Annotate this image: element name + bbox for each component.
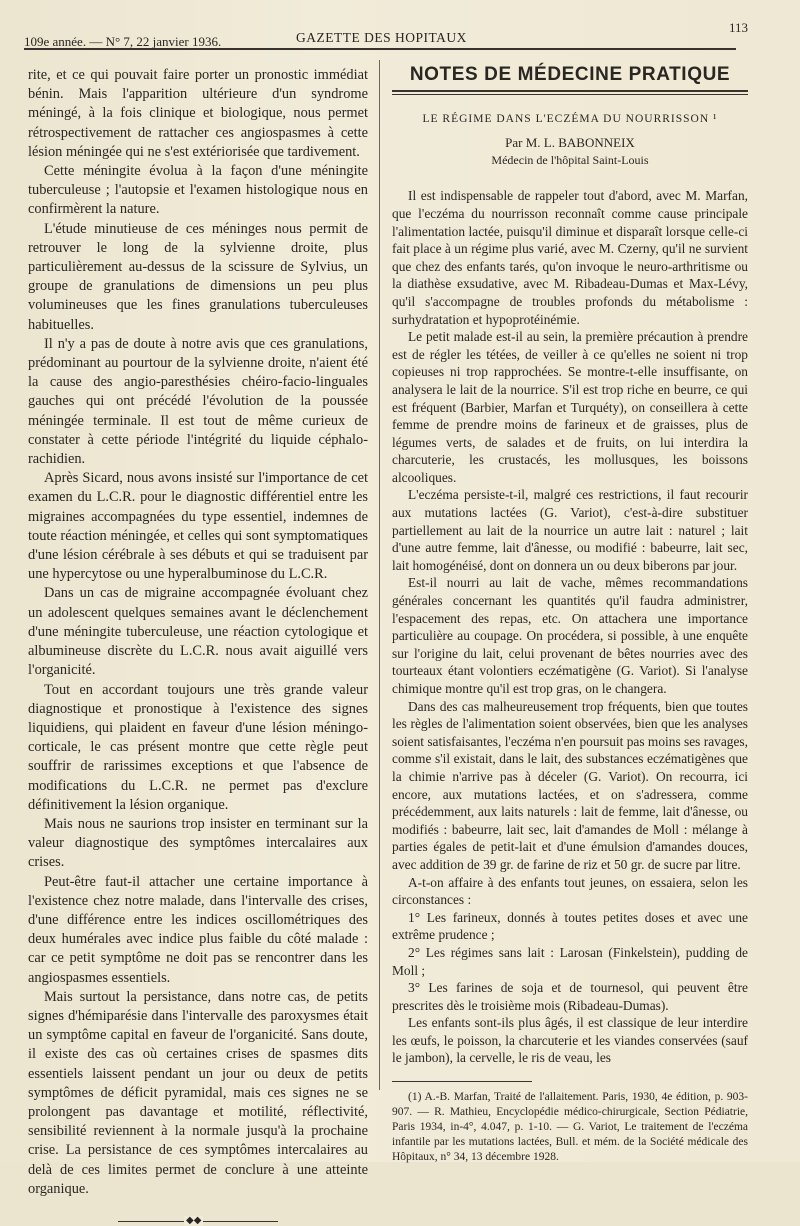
footnote: (1) A.-B. Marfan, Traité de l'allaitement. Paris, 1930, 4e édition, p. 903-907. — R. Mathieu, Encyclopédie médico-chirurgicale, Section Pédiatrie, Paris 1934, in-4°, 4.047, p. 1-10. — G. Variot, Le traitement de l'eczéma infantile par les mutations lactées, Bull. et mém. de la Société médicale des Hôpitaux, n° 34, 13 décembre 1928. [392,1091,748,1164]
page-header [24,20,748,49]
paragraph: Tout en accordant toujours une très grande valeur diagnostique et pronostique à l'existence des signes liquidiens, qui plaident en faveur d'une lésion méningo-corticale, le cas présent montre que cette règle peut souffrir de rarissimes exceptions et que l'absence de modifications du L.C.R. ne permet pas d'exclure définitivement la lésion organique. [28,681,368,813]
byline: Par M. L. BABONNEIX [505,135,635,151]
paragraph: Peut-être faut-il attacher une certaine importance à l'existence chez notre malade, dans l'intervalle des crises, d'une différence entre les indices oscillométriques des deux humérales avec indice plus faible du côté malade : car ce petit symptôme ne doit pas se rencontrer dans les angiospasmes essentiels. [28,873,368,986]
paragraph: Dans un cas de migraine accompagnée évoluant chez un adolescent quelques semaines avant le déclenchement d'une méningite tuberculeuse, une réaction cytologique et albumineuse discrète du L.C.R. nous avait aiguillé vers l'organicité. [28,585,368,679]
paragraph: A-t-on affaire à des enfants tout jeunes, on essaiera, selon les circonstances : [392,874,748,908]
paragraph: Les enfants sont-ils plus âgés, il est classique de leur interdire les œufs, le poisson, la charcuterie et les viandes conservées (sauf le jambon), la cervelle, le ris de veau, les [392,1015,748,1066]
article-title: LE RÉGIME DANS L'ECZÉMA DU NOURRISSON ¹ [422,112,718,125]
author-affiliation: Médecin de l'hôpital Saint-Louis [491,152,649,167]
article-end-rule [118,1214,278,1226]
paragraph: Il n'y a pas de doute à notre avis que ces granulations, prédominant au pourtour de la sylvienne droite, n'aient été la cause des angio-paresthésies chéiro-facio-linguales gauches qui ont précédé l'évolution de la poussée méningée terminale. Il est tout de même curieux de constater à cette période l'intégrité du liquide céphalo-rachidien. [28,335,368,468]
right-column [392,66,748,1165]
publication-title: GAZETTE DES HOPITAUX [296,30,467,45]
list-item: 1° Les farineux, donnés à toutes petites doses et avec une extrême prudence ; [392,909,748,943]
paragraph: Mais nous ne saurions trop insister en terminant sur la valeur diagnostique des symptômes intercalaires aux crises. [28,815,368,871]
list-item: 3° Les farines de soja et de tournesol, qui peuvent être prescrites dès le troisième mois (Ribadeau-Dumas). [392,980,748,1013]
paragraph: Est-il nourri au lait de vache, mêmes recommandations générales concernant les quantités qu'il faudra administrer, l'espacement des repas, etc. On attachera une importance particulière au coupage. On procédera, si possible, à une enquête sur l'origine du lait, celui provenant de bêtes nourries avec des tourteaux étant volontiers eczématigène (G. Variot). Si l'analyse chimique montre qu'il est trop gras, on le changera. [392,575,748,696]
section-rule [392,90,748,92]
paragraph: Cette méningite évolua à la façon d'une méningite tuberculeuse ; l'autopsie et l'examen histologique nous en confirmèrent la nature. [28,163,368,218]
section-rule-thin [392,94,748,95]
paragraph: Le petit malade est-il au sein, la première précaution à prendre est de régler les tétées, de veiller à ce qu'elles ne soient ni trop copieuses ni trop rapprochées. Se montre-t-elle insuffisante, on analysera le lait de la nourrice. S'il est trop riche en beurre, ce qui est fréquent (Barbier, Marfan et Turquéty), on conseillera à cette femme de prendre moins de farineux et de graisses, plus de légumes verts, de salades et de fruits, on lui interdira la charcuterie, les crustacés, les mollusques, les boissons alcooliques. [392,329,748,485]
paragraph: Mais surtout la persistance, dans notre cas, de petits signes d'hémiparésie dans l'intervalle des paroxysmes était un symptôme capital en faveur de l'organicité. Sans doute, il existe des cas où certaines crises de spasmes dits essentiels laissent pendant un jour ou deux de petits symptômes de déficit pyramidal, mais ces signes ne se prolongent pas davantage et motilité, réflectivité, sensibilité reviennent à la normale jusqu'à la prochaine crise. La persistance de ces symptômes intercalaires au delà de ces limites permet de conclure à une atteinte organique. [28,988,368,1197]
column-divider [379,60,380,1090]
list-item: 2° Les régimes sans lait : Larosan (Finkelstein), pudding de Moll ; [392,944,748,978]
left-column [28,66,368,1226]
ornament-icon: ◆◆ [186,1214,202,1226]
section-title: NOTES DE MÉDECINE PRATIQUE [409,64,731,85]
paragraph: L'eczéma persiste-t-il, malgré ces restrictions, il faut recourir aux mutations lactées (G. Variot), c'est-à-dire substituer partiellement au lait de la nourrice un autre lait : naturel ; lait d'une autre femme, lait d'ânesse, ou modifié : babeurre, lait sec, lait homogénéisé, dont on donnera un ou deux biberons par jour. [392,487,748,573]
paragraph: rite, et ce qui pouvait faire porter un pronostic immédiat bénin. Mais l'apparition ultérieure d'un syndrome méningé, à la fois clinique et biologique, nous permet rétrospectivement de rattacher ces angiospasmes à cette lésion méningée qui ne s'est extériorisée que tardivement. [28,67,368,160]
paragraph: Il est indispensable de rappeler tout d'abord, avec M. Marfan, que l'eczéma du nourrisson reconnaît comme cause principale l'alimentation lactée, puisqu'il diminue et disparaît lorsque celle-ci fait place à un régime plus varié, avec M. Czerny, qu'il ne survient que chez des enfants tarés, qu'on invoque le neuro-arthritisme ou la diathèse exsudative, avec M. Ribadeau-Dumas et Max-Lévy, qu'il s'accompagne de troubles profonds du métabolisme : surhydratation et hypoprotéinémie. [392,188,748,327]
footnote-rule [392,1081,532,1082]
issue-info: 109e année. — N° 7, 22 janvier 1936. [24,34,222,49]
page-number: 113 [728,20,748,35]
paragraph: Dans des cas malheureusement trop fréquents, bien que toutes les règles de l'alimentation soient observées, bien que les analyses soient satisfaisantes, l'eczéma n'en poursuit pas moins ses ravages, comme s'il existait, dans le lait, des substances eczématigènes que la chimie n'arrive pas à déceler (G. Variot). On recourra, ici encore, aux mutations lactées, et on s'adressera, comme précédemment, aux laits naturels : lait de femme, lait d'ânesse, ou modifiés : babeurre, lait sec, lait d'amandes de Moll : mélange à parties égales de petit-lait et d'une émulsion d'amandes douces, avec addition de 39 gr. de farine de riz et 50 gr. de sucre par litre. [392,698,748,872]
paragraph: Après Sicard, nous avons insisté sur l'importance de cet examen du L.C.R. pour le diagnostic différentiel entre les migraines accompagnées du type essentiel, indemnes de toute réaction méningée, et celles qui sont symptomatiques d'une lésion cérébrale à ses débuts et qui se traduisent par une hypercytose ou une hyperalbuminose du L.C.R. [28,470,368,583]
paragraph: L'étude minutieuse de ces méninges nous permit de retrouver le long de la sylvienne droite, plus particulièrement au-dessus de la scissure de Sylvius, un groupe de granulations de dimensions un peu plus volumineuses que les fines granulations tuberculeuses habituelles. [28,220,368,333]
header-rule [24,48,736,50]
